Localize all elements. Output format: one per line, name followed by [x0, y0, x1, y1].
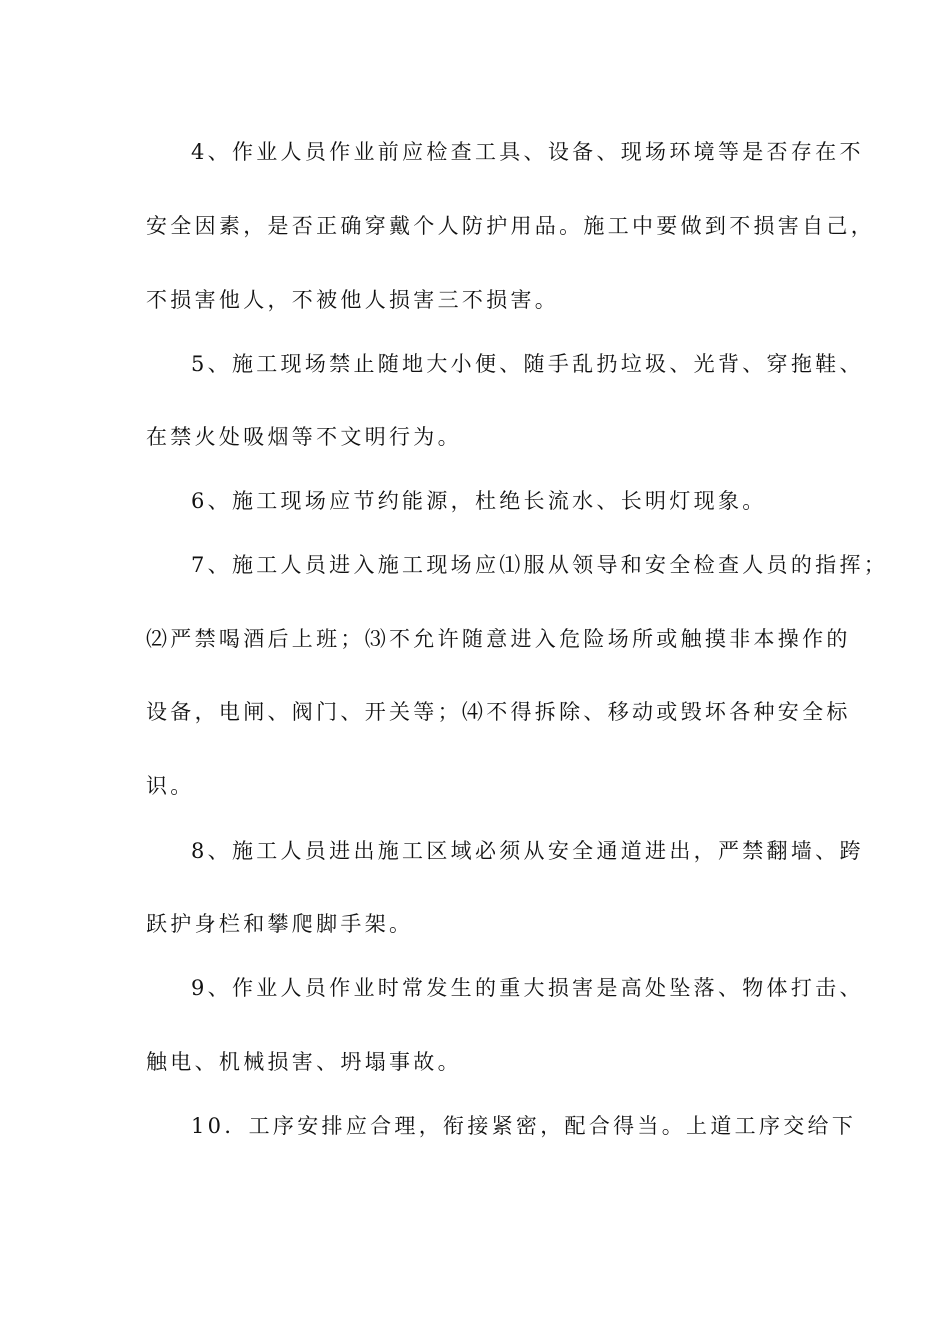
paragraph-4-line-1: 4、作业人员作业前应检查工具、设备、现场环境等是否存在不: [191, 140, 864, 164]
paragraph-7-line-2: ⑵严禁喝酒后上班；⑶不允许随意进入危险场所或触摸非本操作的: [146, 627, 851, 651]
paragraph-4-line-2: 安全因素，是否正确穿戴个人防护用品。施工中要做到不损害自己，: [146, 214, 875, 238]
paragraph-7-line-3: 设备，电闸、阀门、开关等；⑷不得拆除、移动或毁坏各种安全标: [146, 700, 851, 724]
paragraph-6-line-1: 6、施工现场应节约能源，杜绝长流水、长明灯现象。: [191, 489, 767, 513]
paragraph-4-line-3: 不损害他人，不被他人损害三不损害。: [146, 288, 560, 312]
paragraph-9-line-2: 触电、机械损害、坍塌事故。: [146, 1050, 462, 1074]
paragraph-10-line-1: 10．工序安排应合理，衔接紧密，配合得当。上道工序交给下: [191, 1114, 857, 1138]
paragraph-5-line-1: 5、施工现场禁止随地大小便、随手乱扔垃圾、光背、穿拖鞋、: [191, 352, 864, 376]
paragraph-7-line-4: 识。: [146, 774, 195, 798]
paragraph-9-line-1: 9、作业人员作业时常发生的重大损害是高处坠落、物体打击、: [191, 976, 864, 1000]
paragraph-8-line-2: 跃护身栏和攀爬脚手架。: [146, 912, 414, 936]
paragraph-7-line-1: 7、施工人员进入施工现场应⑴服从领导和安全检查人员的指挥；: [191, 553, 889, 577]
paragraph-8-line-1: 8、施工人员进出施工区域必须从安全通道进出，严禁翻墙、跨: [191, 839, 864, 863]
paragraph-5-line-2: 在禁火处吸烟等不文明行为。: [146, 425, 462, 449]
